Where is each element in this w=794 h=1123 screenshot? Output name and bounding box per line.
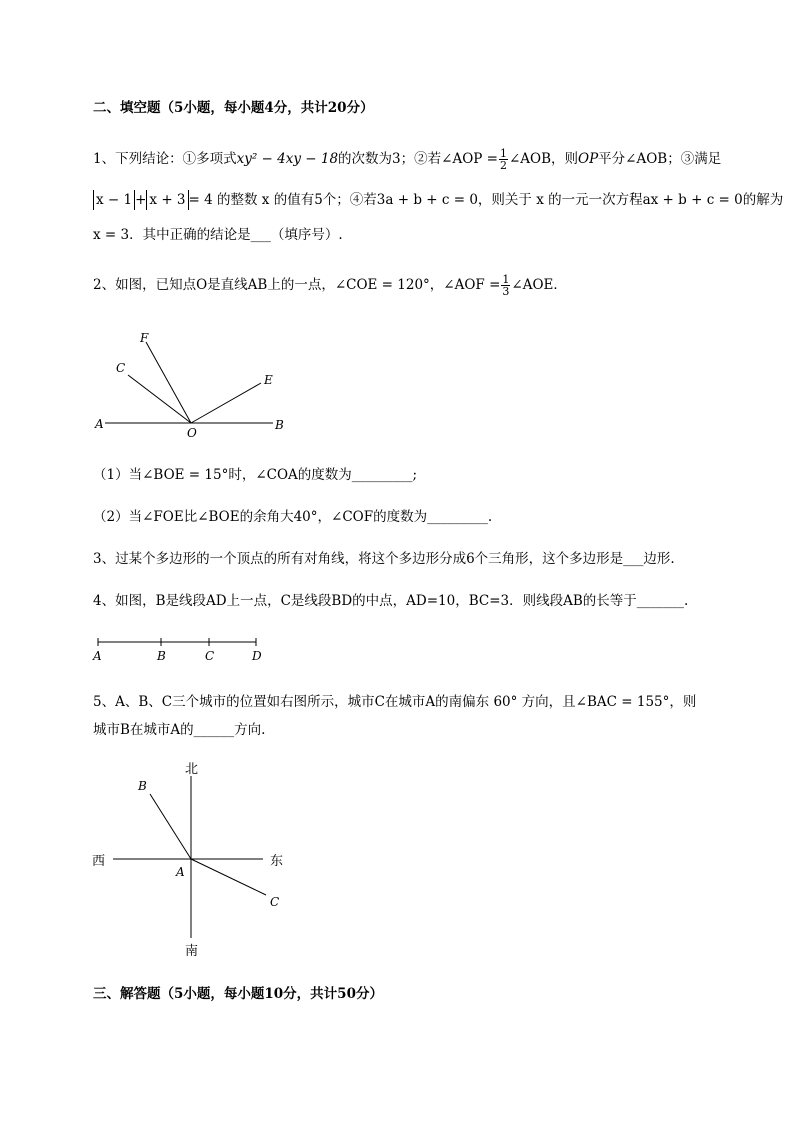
- q4-label-B: B: [157, 649, 166, 663]
- q1-abs1: x − 1: [93, 190, 135, 210]
- q2-label-F: F: [140, 331, 149, 345]
- q5-label-C: C: [270, 895, 280, 909]
- section-3-title: 三、解答题（5小题，每小题10分，共计50分）: [93, 986, 383, 1002]
- q5-north: 北: [185, 762, 199, 777]
- q1-line1: [93, 148, 721, 171]
- q5-west: 西: [92, 854, 106, 869]
- q2-stem: [93, 274, 567, 297]
- q2-fraction: $\frac{1}{3}$: [502, 273, 510, 298]
- q1-line2-text: = 4 的整数 x 的值有5个；④若3a + b + c = 0，则关于 x 的一元一次方程ax + b + c = 0的解为: [188, 192, 784, 208]
- q1-mid2: ∠AOB，则: [508, 151, 579, 167]
- q3-text: 3、过某个多边形的一个顶点的所有对角线，将这个多边形分成6个三角形，这个多边形是___边形.: [93, 551, 675, 567]
- q1-prefix: 1、下列结论：①多项式: [93, 151, 237, 167]
- q5-line2: 城市B在城市A的______方向.: [93, 722, 266, 738]
- q2-suffix: ∠AOE．: [511, 277, 567, 293]
- q2-sub2: （2）当∠FOE比∠BOE的余角大40°，∠COF的度数为_________.: [93, 509, 493, 525]
- q5-label-B: B: [138, 779, 147, 793]
- q1-mid3: 平分∠AOB；③满足: [598, 151, 722, 167]
- q1-line2: x − 1 + x + 3 = 4 的整数 x 的值有5个；④若3a + b + c = 0，则关于 x 的一元一次方程ax + b + c = 0的解为: [93, 190, 783, 210]
- q2-label-O: O: [187, 426, 197, 440]
- q5-east: 东: [270, 854, 284, 869]
- q1-fraction: $\frac{1}{2}$: [499, 147, 507, 172]
- q5-south: 南: [185, 944, 199, 959]
- q5-line1: 5、A、B、C三个城市的位置如右图所示，城市C在城市A的南偏东 60° 方向，且∠BAC = 155°，则: [93, 694, 697, 710]
- q1-line3: x = 3．其中正确的结论是___（填序号）.: [93, 227, 343, 243]
- q1-mid1: 的次数为3；②若∠AOP =: [338, 151, 498, 167]
- q2-figure: [88, 325, 308, 440]
- q5-label-A: A: [176, 865, 185, 879]
- q1-abs2: x + 3: [146, 190, 188, 210]
- q4-label-D: D: [252, 649, 262, 663]
- q4-label-A: A: [93, 649, 102, 663]
- q2-sub1: （1）当∠BOE = 15°时，∠COA的度数为_________;: [93, 467, 418, 483]
- q2-prefix: 2、如图，已知点O是直线AB上的一点，∠COE = 120°，∠AOF =: [93, 277, 501, 293]
- q2-label-A: A: [95, 417, 104, 431]
- q4-text: 4、如图，B是线段AD上一点，C是线段BD的中点，AD=10，BC=3．则线段AB的长等于_______.: [93, 593, 689, 609]
- q5-figure: [88, 758, 308, 963]
- q2-label-E: E: [264, 373, 273, 387]
- q1-op: OP: [578, 151, 599, 167]
- q2-label-B: B: [275, 418, 284, 432]
- q4-label-C: C: [205, 649, 215, 663]
- q2-label-C: C: [116, 361, 126, 375]
- q4-figure: [88, 632, 268, 667]
- section-2-title: 二、填空题（5小题，每小题4分，共计20分）: [93, 100, 374, 116]
- q1-poly: xy² − 4xy − 18: [236, 151, 339, 167]
